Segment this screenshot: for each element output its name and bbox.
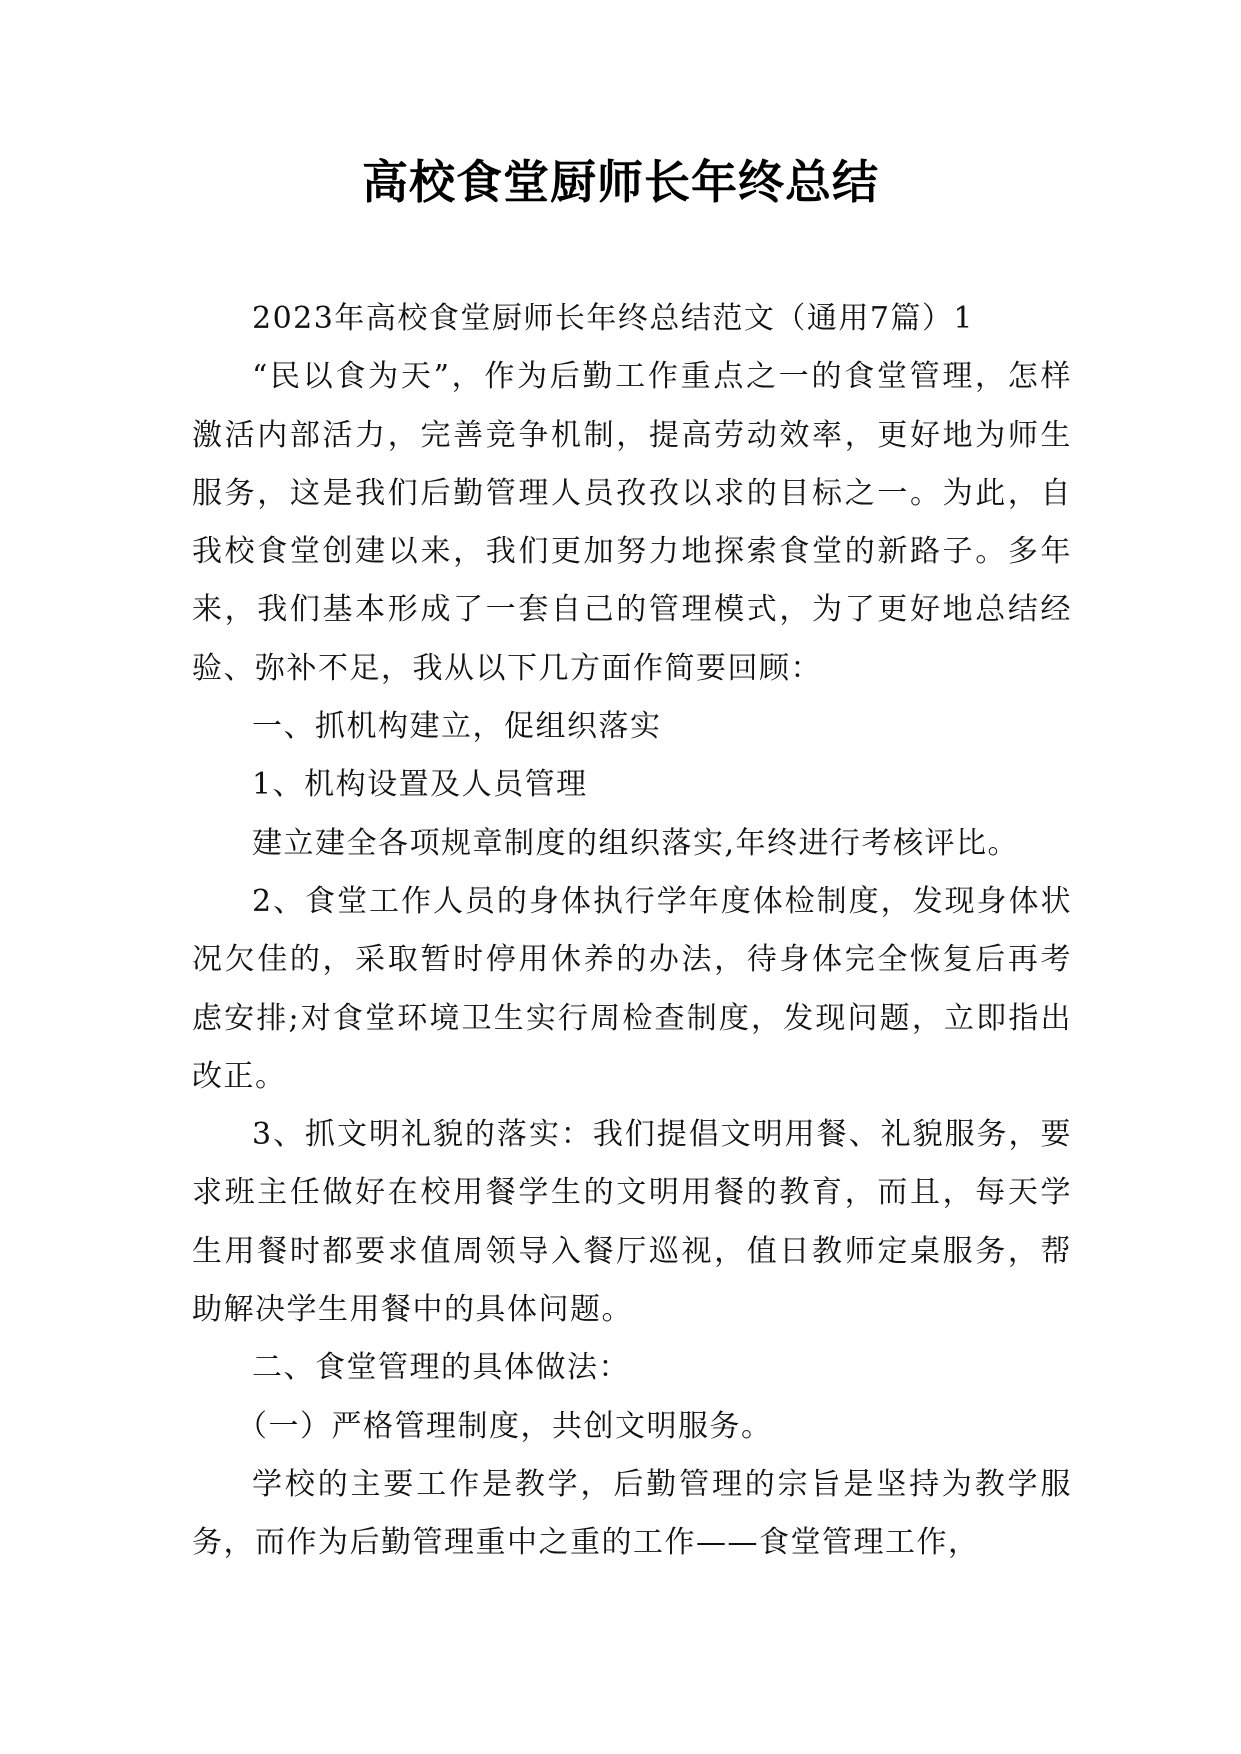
subsection-heading-2: （一）严格管理制度，共创文明服务。 [237, 1408, 773, 1444]
paragraph-school-work: 学校的主要工作是教学，后勤管理的宗旨是坚持为教学服务，而作为后勤管理重中之重的工作——食堂管理工作， [192, 1466, 1072, 1561]
document-body [192, 290, 1072, 1573]
paragraph-heading-line: 2023年高校食堂厨师长年终总结范文（通用7篇）1 [252, 301, 975, 336]
paragraph-item-2: 2、食堂工作人员的身体执行学年度体检制度，发现身体状况欠佳的，采取暂时停用休养的办法，待身体完全恢复后再考虑安排;对食堂环境卫生实行周检查制度，发现问题，立即指出改正。 [192, 883, 1072, 1094]
section-heading-1: 一、抓机构建立，促组织落实 [252, 709, 662, 745]
paragraph-item-3: 3、抓文明礼貌的落实：我们提倡文明用餐、礼貌服务，要求班主任做好在校用餐学生的文明用餐的教育，而且，每天学生用餐时都要求值周领导入餐厅巡视，值日教师定桌服务，帮助解决学生用餐中的具体问题。 [192, 1117, 1072, 1328]
subsection-heading-1: 1、机构设置及人员管理 [252, 767, 588, 803]
paragraph-rules: 建立建全各项规章制度的组织落实,年终进行考核评比。 [252, 825, 1020, 861]
document-title: 高校食堂厨师长年终总结 [362, 155, 879, 209]
section-heading-2: 二、食堂管理的具体做法： [252, 1350, 630, 1386]
paragraph-intro: “民以食为天”，作为后勤工作重点之一的食堂管理，怎样激活内部活力，完善竞争机制，提高劳动效率，更好地为师生服务，这是我们后勤管理人员孜孜以求的目标之一。为此，自我校食堂创建以来，我们更加努力地探索食堂的新路子。多年来，我们基本形成了一套自己的管理模式，为了更好地总结经验、弥补不足，我从以下几方面作简要回顾： [192, 359, 1072, 686]
